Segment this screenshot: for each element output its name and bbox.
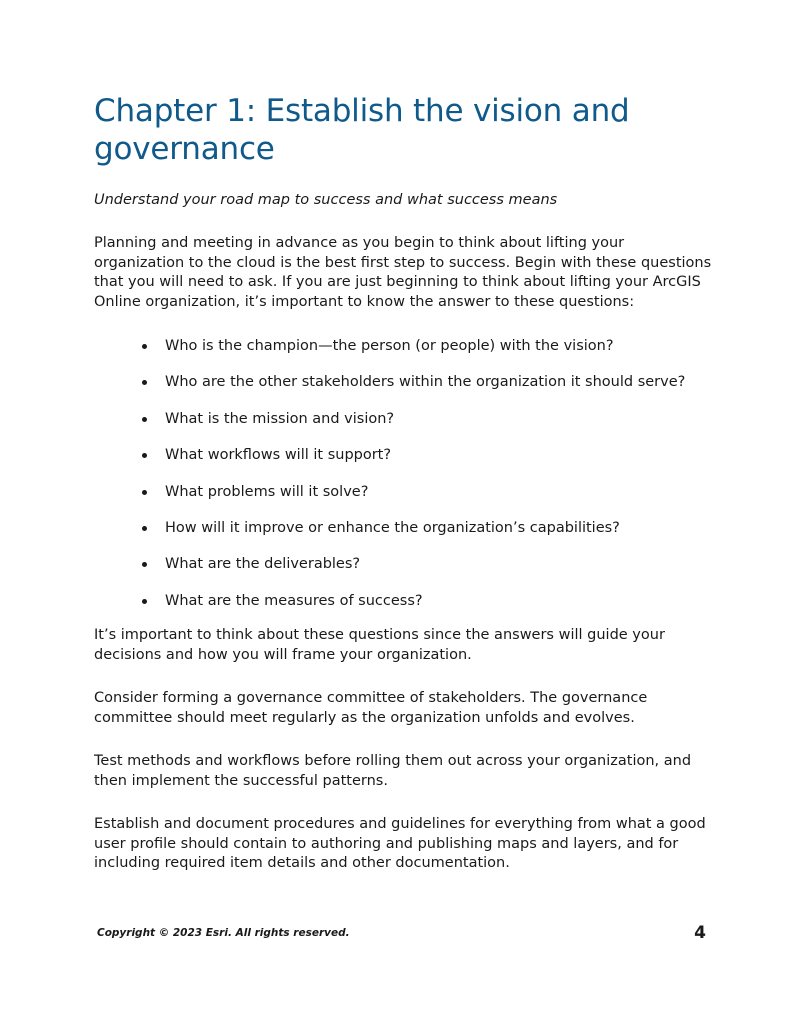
question-text: What problems will it solve? [165,483,369,500]
copyright-footer: Copyright © 2023 Esri. All rights reserved. [97,927,350,939]
intro-paragraph: Planning and meeting in advance as you begin to think about lifting your organization to the cloud is the best first step to success. Begin with these questions that you will need to ask. If you are just beginning to think about lifting your ArcGIS Online organization, it’s important to know the answer to these questions: [94,235,712,310]
question-item [140,518,740,554]
question-item [140,336,740,372]
question-text: What workflows will it support? [165,447,392,464]
question-item [140,372,740,408]
question-text: What is the mission and vision? [165,410,395,427]
chapter-subtitle: Understand your road map to success and what success means [94,192,558,208]
question-text: What are the deliverables? [165,556,361,573]
question-item [140,409,740,445]
question-item [140,482,740,518]
body-paragraph: Consider forming a governance committee of stakeholders. The governance committee should meet regularly as the organization unfolds and evolves. [94,690,648,726]
question-text: Who are the other stakeholders within the organization it should serve? [165,374,686,391]
bullet-icon [142,526,147,531]
question-text: Who is the champion—the person (or people) with the vision? [165,338,614,354]
bullet-icon [142,344,147,349]
body-paragraph: It’s important to think about these questions since the answers will guide your decisions and how you will frame your organization. [94,627,665,663]
bullet-icon [142,417,147,422]
body-paragraph: Establish and document procedures and guidelines for everything from what a good user profile should contain to authoring and publishing maps and layers, and for including required item details and other documentation. [94,816,706,871]
bullet-icon [142,453,147,458]
page-number: 4 [694,923,706,943]
bullet-icon [142,599,147,604]
question-text: How will it improve or enhance the organization’s capabilities? [165,519,620,536]
body-paragraph: Test methods and workflows before rolling them out across your organization, and then implement the successful patterns. [94,753,692,789]
question-text: What are the measures of success? [165,592,423,609]
question-item [140,591,740,627]
question-item [140,554,740,590]
bullet-icon [142,562,147,567]
chapter-title: Chapter 1: Establish the vision and governance [94,93,630,167]
question-item [140,445,740,481]
bullet-icon [142,380,147,385]
bullet-icon [142,490,147,495]
question-list [140,336,740,627]
